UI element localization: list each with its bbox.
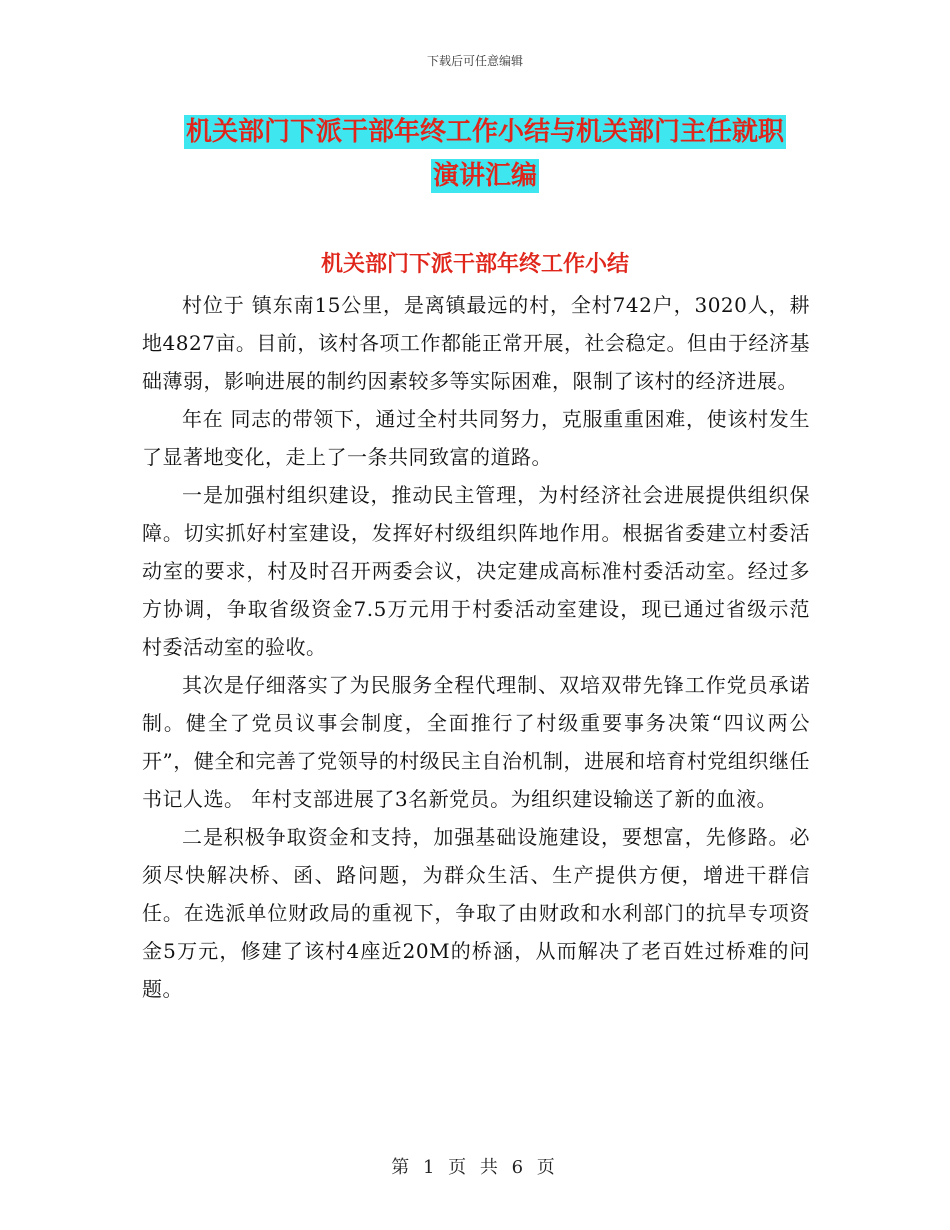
document-title-line-1: 机关部门下派干部年终工作小结与机关部门主任就职 [185,117,784,147]
paragraph-4: 其次是仔细落实了为民服务全程代理制、双培双带先锋工作党员承诺制。健全了党员议事会制度，全面推行了村级重要事务决策“四议两公开”，健全和完善了党领导的村级民主自治机制，进展和培育村党组织继任书记人选。 年村支部进展了3名新党员。为组织建设输送了新的血液。 [142,673,810,811]
paragraph-1: 村位于 镇东南15公里，是离镇最远的村，全村742户，3020人，耕地4827亩。目前，该村各项工作都能正常开展，社会稳定。但由于经济基础薄弱，影响进展的制约因素较多等实际困难，限制了该村的经济进展。 [142,293,810,393]
section-title: 机关部门下派干部年终工作小结 [320,252,629,277]
paragraph-3: 一是加强村组织建设，推动民主管理，为村经济社会进展提供组织保障。切实抓好村室建设，发挥好村级组织阵地作用。根据省委建立村委活动室的要求，村及时召开两委会议，决定建成高标准村委活动室。经过多方协调，争取省级资金7.5万元用于村委活动室建设，现已通过省级示范村委活动室的验收。 [142,483,810,659]
paragraph-2: 年在 同志的带领下，通过全村共同努力，克服重重困难，使该村发生了显著地变化，走上了一条共同致富的道路。 [142,407,810,469]
page-number: 第 1 页 共 6 页 [391,1157,559,1178]
document-title-line-2: 演讲汇编 [432,161,537,191]
paragraph-5: 二是积极争取资金和支持，加强基础设施建设，要想富，先修路。必须尽快解决桥、函、路问题，为群众生活、生产提供方便，增进干群信任。在选派单位财政局的重视下，争取了由财政和水利部门的抗旱专项资金5万元，修建了该村4座近20M的桥涵，从而解决了老百姓过桥难的问题。 [142,825,810,1001]
body-text [142,286,810,1008]
page-header-note: 下载后可任意编辑 [426,54,523,68]
document-title [140,110,830,198]
